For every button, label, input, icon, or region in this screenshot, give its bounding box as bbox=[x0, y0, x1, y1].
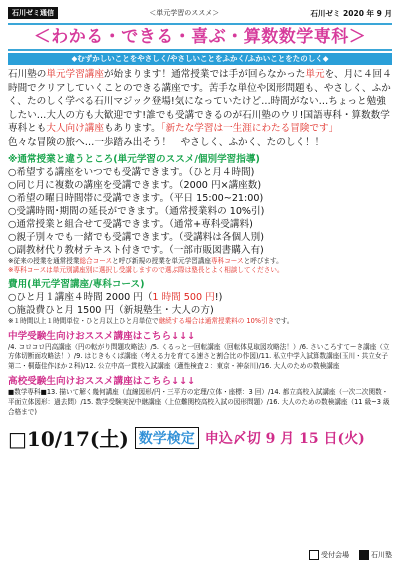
fee-text: ○ひと月１講座４時間 2000 円（ bbox=[8, 291, 153, 303]
fees-title: 費用(単元学習講座/専科コース) bbox=[8, 278, 145, 290]
jhs-courses: /4. コロコロ円高講座（円の転がり問題攻略法）/5. くるっと一回転講座（回転体見取図攻略法！）/6. さいころすてーき講座（立方体切断面攻略法！）/9. はじきもくば講座（考える力を育てる速さと割合比の作図)/11. 私立中学入試算数講座(玉川・共立女子第二・桐蔭佳作ほか２科)/12. 公立中高一貫校入試講座（適性検査２：東京・神奈川)/16. 大人のための数検講座 bbox=[8, 342, 390, 370]
header-center: ＜単元学習のススメ＞ bbox=[149, 9, 220, 17]
footer-school-label: 石川塾 bbox=[371, 551, 392, 559]
features-title: ※通常授業と違うところ(単元学習のススメ/個別学習指導) bbox=[8, 153, 260, 165]
note-text: と呼び新規の授業を単元学習講座 bbox=[112, 256, 212, 265]
list-item: ○副教材代り教材テキスト付きです。（一部市販図書購入有) bbox=[8, 244, 264, 256]
note-text: ※従来の授業を通常授業 bbox=[8, 256, 80, 265]
event-name: 数学検定 bbox=[135, 427, 199, 449]
list-item: ○同じ月に複数の講座を受講できます。（2000 円×講座数) bbox=[8, 179, 262, 191]
note-text: ※１時間以上１時間単位・ひと月以上ひと月単位で bbox=[8, 316, 159, 325]
intro-highlight: 大人向け講座 bbox=[46, 123, 104, 135]
footer-venue bbox=[309, 550, 349, 560]
features-note-1 bbox=[8, 257, 392, 266]
footer bbox=[8, 550, 392, 560]
header-row bbox=[8, 6, 392, 20]
footer-school bbox=[359, 550, 392, 560]
square-icon bbox=[359, 550, 369, 560]
hs-cta: 高校受験生向けおススメ講座はこちら↓↓↓ bbox=[8, 376, 196, 388]
newsletter-badge: 石川ゼミ通信 bbox=[8, 7, 58, 19]
fee-text: !) bbox=[214, 291, 223, 303]
intro-highlight: 単元 bbox=[305, 69, 325, 80]
event-deadline: 申込〆切 9 月 15 日(火) bbox=[204, 430, 365, 447]
list-item: ○通常授業と組合せて受講できます。（通常+専科受講料) bbox=[8, 218, 253, 230]
intro-text: が始まります！通常授業では手が回らなかった bbox=[103, 69, 306, 80]
checkbox-icon bbox=[309, 550, 319, 560]
page-title: ＜わかる・できる・喜ぶ・算数数学専科＞ bbox=[8, 23, 392, 51]
subtitle-bar: ◆むずかしいことをやさしく/やさしいことをふかく/ふかいことをたのしく◆ bbox=[8, 53, 392, 65]
note-highlight: 継続する場合は通常授業料の 10%引き bbox=[158, 316, 275, 325]
note-text: です。 bbox=[274, 316, 294, 325]
list-item: ○受講時間･期間の延長ができます。（通常授業料の 10%引) bbox=[8, 205, 265, 217]
event-date: □10/17(土) bbox=[8, 427, 129, 452]
event-row bbox=[8, 423, 392, 452]
hs-courses: ■数学専科■13. 描いて解く幾何講座（直線図形/円・三平方の定理/立体・座標：3 回）/14. 都立高校入試講座（一次二次関数・平面立体図形：過去問）/15. 数学受験実況中継講座（上位難関校高校入試の図形問題）/16. 大人のための数検講座（11 級~3 級合格まで) bbox=[8, 388, 390, 416]
fees-note bbox=[8, 317, 392, 326]
note-highlight: 総合コース bbox=[79, 256, 113, 265]
features-note-2: ※専科コースは単元別講座別に選択し受講しますので選ぶ際は塾長とよく相談してください。 bbox=[8, 265, 284, 274]
list-item: ○希望する講座をいつでも受講できます。（ひと月４時間) bbox=[8, 166, 255, 178]
note-highlight: 専科コース bbox=[211, 256, 244, 265]
fee-line-2: ○施設費ひと月 1500 円（新規塾生・大人の方) bbox=[8, 304, 214, 316]
jhs-cta: 中学受験生向けおススメ講座はこちら↓↓↓ bbox=[8, 330, 196, 342]
list-item: ○希望の曜日時間帯に受講できます。（平日 15:00~21:00) bbox=[8, 192, 264, 204]
intro-highlight: 単元学習講座 bbox=[46, 69, 104, 80]
fee-highlight: 1 時間 500 円 bbox=[152, 291, 215, 303]
header-date: 石川ゼミ 2020 年 9 月 bbox=[310, 8, 392, 18]
intro-text: もあります。 bbox=[103, 123, 161, 135]
footer-venue-label: 受付会場 bbox=[321, 551, 349, 559]
fee-line-1 bbox=[8, 291, 392, 304]
note-text: と呼びます。 bbox=[243, 256, 283, 265]
list-item: ○親子別々でも一緒でも受講できます。（受講料は各個人別) bbox=[8, 231, 264, 243]
features-list bbox=[8, 166, 392, 257]
intro-paragraph bbox=[8, 68, 392, 150]
intro-text: を、月に４回４時間でクリアしていくことのできる講座です。苦手な単位や図形問題も、やさしく、ふかく、たのしく学べる石川マジック登場!気になっていたけど…時間がない…ちょっと勉強したい…大人の方も大歓迎です!誰でも受講できるのが石川塾のウリ!国語専科・算数数学専科とも bbox=[8, 69, 392, 135]
intro-quote: 「新たな学習は一生涯にわたる冒険です」 bbox=[160, 123, 339, 135]
intro-text: 色々な冒険の旅へ…一歩踏み出そう！ やさしく、ふかく、たのしく！！ bbox=[8, 136, 325, 148]
intro-text: 石川塾の bbox=[8, 69, 47, 80]
